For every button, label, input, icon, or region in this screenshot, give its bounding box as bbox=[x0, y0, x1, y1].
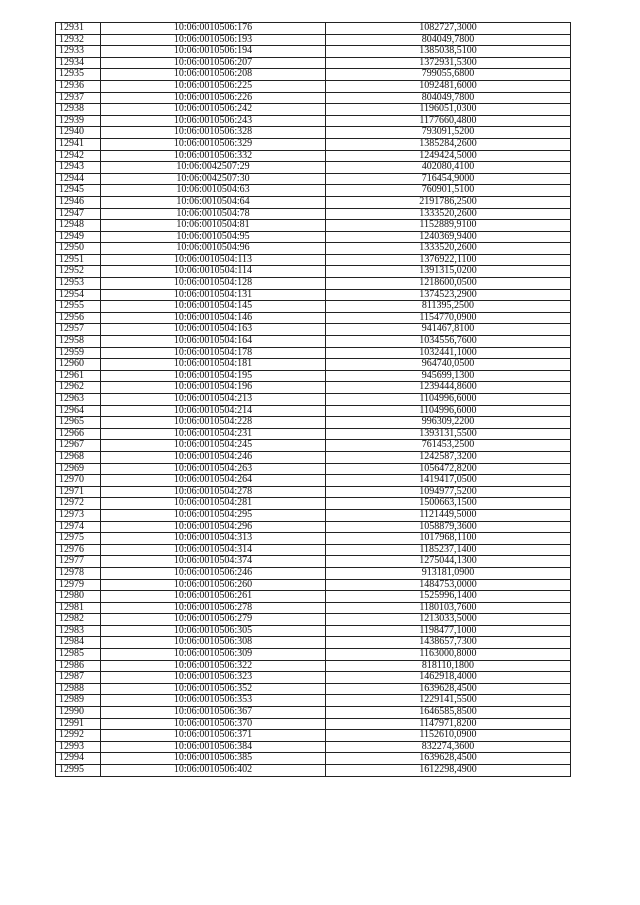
value-cell: 1058879,3600 bbox=[326, 521, 571, 533]
row-number-cell: 12966 bbox=[56, 428, 101, 440]
table-row bbox=[56, 765, 571, 777]
table-row bbox=[56, 347, 571, 359]
row-number-cell: 12938 bbox=[56, 104, 101, 116]
table-row bbox=[56, 185, 571, 197]
table-row bbox=[56, 730, 571, 742]
cadastral-number-cell: 10:06:0010504:128 bbox=[101, 278, 326, 290]
row-number-cell: 12968 bbox=[56, 451, 101, 463]
value-cell: 1034556,7600 bbox=[326, 336, 571, 348]
cadastral-number-cell: 10:06:0010506:246 bbox=[101, 567, 326, 579]
row-number-cell: 12984 bbox=[56, 637, 101, 649]
row-number-cell: 12962 bbox=[56, 382, 101, 394]
row-number-cell: 12964 bbox=[56, 405, 101, 417]
row-number-cell: 12977 bbox=[56, 556, 101, 568]
row-number-cell: 12989 bbox=[56, 695, 101, 707]
cadastral-number-cell: 10:06:0042507:30 bbox=[101, 173, 326, 185]
table-row bbox=[56, 428, 571, 440]
cadastral-number-cell: 10:06:0010506:328 bbox=[101, 127, 326, 139]
table-row bbox=[56, 115, 571, 127]
table-row bbox=[56, 104, 571, 116]
cadastral-number-cell: 10:06:0010506:278 bbox=[101, 602, 326, 614]
value-cell: 1154770,0900 bbox=[326, 312, 571, 324]
row-number-cell: 12970 bbox=[56, 475, 101, 487]
row-number-cell: 12959 bbox=[56, 347, 101, 359]
table-row bbox=[56, 127, 571, 139]
cadastral-number-cell: 10:06:0010504:181 bbox=[101, 359, 326, 371]
table-row bbox=[56, 417, 571, 429]
cadastral-number-cell: 10:06:0010504:81 bbox=[101, 220, 326, 232]
value-cell: 1372931,5300 bbox=[326, 57, 571, 69]
value-cell: 402080,4100 bbox=[326, 162, 571, 174]
table-row bbox=[56, 231, 571, 243]
row-number-cell: 12942 bbox=[56, 150, 101, 162]
value-cell: 760901,5100 bbox=[326, 185, 571, 197]
row-number-cell: 12955 bbox=[56, 301, 101, 313]
value-cell: 1275044,1300 bbox=[326, 556, 571, 568]
table-row bbox=[56, 683, 571, 695]
value-cell: 1525996,1400 bbox=[326, 591, 571, 603]
value-cell: 1438657,7300 bbox=[326, 637, 571, 649]
cadastral-number-cell: 10:06:0010504:78 bbox=[101, 208, 326, 220]
cadastral-number-cell: 10:06:0010504:164 bbox=[101, 336, 326, 348]
value-cell: 1082727,3000 bbox=[326, 23, 571, 35]
value-cell: 1646585,8500 bbox=[326, 707, 571, 719]
value-cell: 818110,1800 bbox=[326, 660, 571, 672]
value-cell: 1056472,8200 bbox=[326, 463, 571, 475]
table-row bbox=[56, 266, 571, 278]
cadastral-number-cell: 10:06:0010506:242 bbox=[101, 104, 326, 116]
table-row bbox=[56, 498, 571, 510]
cadastral-number-cell: 10:06:0010506:193 bbox=[101, 34, 326, 46]
row-number-cell: 12985 bbox=[56, 649, 101, 661]
row-number-cell: 12980 bbox=[56, 591, 101, 603]
table-row bbox=[56, 312, 571, 324]
row-number-cell: 12986 bbox=[56, 660, 101, 672]
value-cell: 1419417,0500 bbox=[326, 475, 571, 487]
cadastral-number-cell: 10:06:0010504:195 bbox=[101, 370, 326, 382]
table-row bbox=[56, 138, 571, 150]
row-number-cell: 12937 bbox=[56, 92, 101, 104]
table-row bbox=[56, 370, 571, 382]
row-number-cell: 12932 bbox=[56, 34, 101, 46]
value-cell: 945699,1300 bbox=[326, 370, 571, 382]
table-row bbox=[56, 220, 571, 232]
cadastral-number-cell: 10:06:0010504:374 bbox=[101, 556, 326, 568]
value-cell: 716454,9000 bbox=[326, 173, 571, 185]
table-row bbox=[56, 718, 571, 730]
cadastral-number-cell: 10:06:0010506:260 bbox=[101, 579, 326, 591]
value-cell: 1639628,4500 bbox=[326, 753, 571, 765]
cadastral-number-cell: 10:06:0010504:296 bbox=[101, 521, 326, 533]
value-cell: 1196051,0300 bbox=[326, 104, 571, 116]
cadastral-number-cell: 10:06:0010506:308 bbox=[101, 637, 326, 649]
row-number-cell: 12978 bbox=[56, 567, 101, 579]
cadastral-number-cell: 10:06:0010504:114 bbox=[101, 266, 326, 278]
table-row bbox=[56, 46, 571, 58]
value-cell: 1104996,6000 bbox=[326, 394, 571, 406]
row-number-cell: 12935 bbox=[56, 69, 101, 81]
row-number-cell: 12983 bbox=[56, 625, 101, 637]
row-number-cell: 12945 bbox=[56, 185, 101, 197]
value-cell: 1484753,0000 bbox=[326, 579, 571, 591]
cadastral-number-cell: 10:06:0010504:228 bbox=[101, 417, 326, 429]
value-cell: 1385284,2600 bbox=[326, 138, 571, 150]
value-cell: 793091,5200 bbox=[326, 127, 571, 139]
value-cell: 1385038,5100 bbox=[326, 46, 571, 58]
table-row bbox=[56, 451, 571, 463]
row-number-cell: 12950 bbox=[56, 243, 101, 255]
value-cell: 1017968,1100 bbox=[326, 533, 571, 545]
row-number-cell: 12948 bbox=[56, 220, 101, 232]
table-row bbox=[56, 602, 571, 614]
table-row bbox=[56, 475, 571, 487]
cadastral-number-cell: 10:06:0010506:208 bbox=[101, 69, 326, 81]
table-row bbox=[56, 579, 571, 591]
cadastral-number-cell: 10:06:0010504:214 bbox=[101, 405, 326, 417]
cadastral-number-cell: 10:06:0010504:63 bbox=[101, 185, 326, 197]
value-cell: 1639628,4500 bbox=[326, 683, 571, 695]
value-cell: 1092481,6000 bbox=[326, 80, 571, 92]
row-number-cell: 12969 bbox=[56, 463, 101, 475]
table-body bbox=[56, 23, 571, 777]
row-number-cell: 12953 bbox=[56, 278, 101, 290]
value-cell: 996309,2200 bbox=[326, 417, 571, 429]
table-row bbox=[56, 440, 571, 452]
cadastral-number-cell: 10:06:0010504:231 bbox=[101, 428, 326, 440]
cadastral-number-cell: 10:06:0010506:322 bbox=[101, 660, 326, 672]
value-cell: 1104996,6000 bbox=[326, 405, 571, 417]
table-row bbox=[56, 173, 571, 185]
cadastral-number-cell: 10:06:0010506:309 bbox=[101, 649, 326, 661]
row-number-cell: 12949 bbox=[56, 231, 101, 243]
table-row bbox=[56, 544, 571, 556]
row-number-cell: 12993 bbox=[56, 741, 101, 753]
cadastral-number-cell: 10:06:0010504:95 bbox=[101, 231, 326, 243]
table-row bbox=[56, 254, 571, 266]
row-number-cell: 12974 bbox=[56, 521, 101, 533]
value-cell: 1094977,5200 bbox=[326, 486, 571, 498]
cadastral-number-cell: 10:06:0010506:352 bbox=[101, 683, 326, 695]
table-row bbox=[56, 405, 571, 417]
value-cell: 2191786,2500 bbox=[326, 196, 571, 208]
value-cell: 1393131,5500 bbox=[326, 428, 571, 440]
value-cell: 761453,2500 bbox=[326, 440, 571, 452]
row-number-cell: 12987 bbox=[56, 672, 101, 684]
row-number-cell: 12963 bbox=[56, 394, 101, 406]
value-cell: 1180103,7600 bbox=[326, 602, 571, 614]
value-cell: 832274,3600 bbox=[326, 741, 571, 753]
table-row bbox=[56, 150, 571, 162]
cadastral-number-cell: 10:06:0010506:402 bbox=[101, 765, 326, 777]
table-row bbox=[56, 672, 571, 684]
row-number-cell: 12954 bbox=[56, 289, 101, 301]
value-cell: 1185237,1400 bbox=[326, 544, 571, 556]
row-number-cell: 12958 bbox=[56, 336, 101, 348]
cadastral-number-cell: 10:06:0010504:64 bbox=[101, 196, 326, 208]
row-number-cell: 12952 bbox=[56, 266, 101, 278]
cadastral-number-cell: 10:06:0010506:207 bbox=[101, 57, 326, 69]
cadastral-number-cell: 10:06:0010504:245 bbox=[101, 440, 326, 452]
table-row bbox=[56, 707, 571, 719]
value-cell: 1152610,0900 bbox=[326, 730, 571, 742]
cadastral-number-cell: 10:06:0010506:370 bbox=[101, 718, 326, 730]
row-number-cell: 12981 bbox=[56, 602, 101, 614]
row-number-cell: 12988 bbox=[56, 683, 101, 695]
cadastral-number-cell: 10:06:0010504:313 bbox=[101, 533, 326, 545]
table-row bbox=[56, 591, 571, 603]
table-row bbox=[56, 521, 571, 533]
table-row bbox=[56, 278, 571, 290]
table-row bbox=[56, 92, 571, 104]
cadastral-number-cell: 10:06:0010504:196 bbox=[101, 382, 326, 394]
value-cell: 1242587,3200 bbox=[326, 451, 571, 463]
value-cell: 1177660,4800 bbox=[326, 115, 571, 127]
cadastral-number-cell: 10:06:0010504:113 bbox=[101, 254, 326, 266]
cadastral-number-cell: 10:06:0010504:145 bbox=[101, 301, 326, 313]
table-row bbox=[56, 243, 571, 255]
table-row bbox=[56, 23, 571, 35]
row-number-cell: 12960 bbox=[56, 359, 101, 371]
row-number-cell: 12943 bbox=[56, 162, 101, 174]
value-cell: 1163000,8000 bbox=[326, 649, 571, 661]
cadastral-number-cell: 10:06:0010506:261 bbox=[101, 591, 326, 603]
cadastral-number-cell: 10:06:0010506:176 bbox=[101, 23, 326, 35]
table-row bbox=[56, 614, 571, 626]
row-number-cell: 12991 bbox=[56, 718, 101, 730]
cadastral-number-cell: 10:06:0010504:146 bbox=[101, 312, 326, 324]
table-row bbox=[56, 394, 571, 406]
value-cell: 1500663,1500 bbox=[326, 498, 571, 510]
value-cell: 1229141,5500 bbox=[326, 695, 571, 707]
value-cell: 1032441,1000 bbox=[326, 347, 571, 359]
cadastral-number-cell: 10:06:0010506:332 bbox=[101, 150, 326, 162]
row-number-cell: 12971 bbox=[56, 486, 101, 498]
cadastral-number-cell: 10:06:0010506:243 bbox=[101, 115, 326, 127]
cadastral-number-cell: 10:06:0010506:194 bbox=[101, 46, 326, 58]
row-number-cell: 12975 bbox=[56, 533, 101, 545]
cadastral-number-cell: 10:06:0010504:295 bbox=[101, 509, 326, 521]
table-row bbox=[56, 567, 571, 579]
cadastral-number-cell: 10:06:0010506:371 bbox=[101, 730, 326, 742]
value-cell: 1374523,2900 bbox=[326, 289, 571, 301]
table-row bbox=[56, 359, 571, 371]
cadastral-value-table bbox=[55, 22, 571, 777]
row-number-cell: 12973 bbox=[56, 509, 101, 521]
value-cell: 804049,7800 bbox=[326, 34, 571, 46]
row-number-cell: 12939 bbox=[56, 115, 101, 127]
table-row bbox=[56, 289, 571, 301]
row-number-cell: 12951 bbox=[56, 254, 101, 266]
table-row bbox=[56, 69, 571, 81]
cadastral-number-cell: 10:06:0010506:384 bbox=[101, 741, 326, 753]
row-number-cell: 12994 bbox=[56, 753, 101, 765]
row-number-cell: 12992 bbox=[56, 730, 101, 742]
value-cell: 1239444,8600 bbox=[326, 382, 571, 394]
value-cell: 913181,0900 bbox=[326, 567, 571, 579]
row-number-cell: 12982 bbox=[56, 614, 101, 626]
value-cell: 1121449,5000 bbox=[326, 509, 571, 521]
row-number-cell: 12947 bbox=[56, 208, 101, 220]
table-row bbox=[56, 208, 571, 220]
value-cell: 1391315,0200 bbox=[326, 266, 571, 278]
value-cell: 1147971,8200 bbox=[326, 718, 571, 730]
cadastral-number-cell: 10:06:0010504:131 bbox=[101, 289, 326, 301]
row-number-cell: 12990 bbox=[56, 707, 101, 719]
cadastral-number-cell: 10:06:0010506:323 bbox=[101, 672, 326, 684]
row-number-cell: 12931 bbox=[56, 23, 101, 35]
row-number-cell: 12972 bbox=[56, 498, 101, 510]
value-cell: 1333520,2600 bbox=[326, 208, 571, 220]
cadastral-number-cell: 10:06:0010506:367 bbox=[101, 707, 326, 719]
value-cell: 1240369,9400 bbox=[326, 231, 571, 243]
table-row bbox=[56, 336, 571, 348]
row-number-cell: 12979 bbox=[56, 579, 101, 591]
cadastral-number-cell: 10:06:0010506:225 bbox=[101, 80, 326, 92]
cadastral-number-cell: 10:06:0010504:246 bbox=[101, 451, 326, 463]
row-number-cell: 12936 bbox=[56, 80, 101, 92]
cadastral-number-cell: 10:06:0010506:353 bbox=[101, 695, 326, 707]
value-cell: 804049,7800 bbox=[326, 92, 571, 104]
cadastral-number-cell: 10:06:0010506:385 bbox=[101, 753, 326, 765]
cadastral-number-cell: 10:06:0010504:281 bbox=[101, 498, 326, 510]
row-number-cell: 12933 bbox=[56, 46, 101, 58]
table-row bbox=[56, 660, 571, 672]
table-row bbox=[56, 625, 571, 637]
row-number-cell: 12934 bbox=[56, 57, 101, 69]
row-number-cell: 12941 bbox=[56, 138, 101, 150]
table-row bbox=[56, 533, 571, 545]
cadastral-number-cell: 10:06:0010504:163 bbox=[101, 324, 326, 336]
cadastral-number-cell: 10:06:0010506:329 bbox=[101, 138, 326, 150]
value-cell: 1612298,4900 bbox=[326, 765, 571, 777]
row-number-cell: 12961 bbox=[56, 370, 101, 382]
value-cell: 1213033,5000 bbox=[326, 614, 571, 626]
row-number-cell: 12967 bbox=[56, 440, 101, 452]
row-number-cell: 12956 bbox=[56, 312, 101, 324]
table-row bbox=[56, 753, 571, 765]
row-number-cell: 12944 bbox=[56, 173, 101, 185]
value-cell: 964740,0500 bbox=[326, 359, 571, 371]
value-cell: 1152889,9100 bbox=[326, 220, 571, 232]
value-cell: 799055,6800 bbox=[326, 69, 571, 81]
cadastral-number-cell: 10:06:0010504:264 bbox=[101, 475, 326, 487]
value-cell: 1249424,5000 bbox=[326, 150, 571, 162]
table-row bbox=[56, 486, 571, 498]
value-cell: 1198477,1000 bbox=[326, 625, 571, 637]
table-row bbox=[56, 556, 571, 568]
value-cell: 1462918,4000 bbox=[326, 672, 571, 684]
row-number-cell: 12957 bbox=[56, 324, 101, 336]
table-row bbox=[56, 196, 571, 208]
row-number-cell: 12946 bbox=[56, 196, 101, 208]
value-cell: 1376922,1100 bbox=[326, 254, 571, 266]
table-row bbox=[56, 509, 571, 521]
table-row bbox=[56, 80, 571, 92]
table-row bbox=[56, 637, 571, 649]
cadastral-number-cell: 10:06:0010504:314 bbox=[101, 544, 326, 556]
cadastral-number-cell: 10:06:0010504:278 bbox=[101, 486, 326, 498]
row-number-cell: 12940 bbox=[56, 127, 101, 139]
cadastral-number-cell: 10:06:0010504:263 bbox=[101, 463, 326, 475]
row-number-cell: 12965 bbox=[56, 417, 101, 429]
table-row bbox=[56, 162, 571, 174]
table-row bbox=[56, 382, 571, 394]
row-number-cell: 12995 bbox=[56, 765, 101, 777]
table-row bbox=[56, 741, 571, 753]
cadastral-number-cell: 10:06:0010506:226 bbox=[101, 92, 326, 104]
cadastral-number-cell: 10:06:0042507:29 bbox=[101, 162, 326, 174]
table-row bbox=[56, 695, 571, 707]
value-cell: 1218600,0500 bbox=[326, 278, 571, 290]
table-row bbox=[56, 324, 571, 336]
table-row bbox=[56, 57, 571, 69]
cadastral-number-cell: 10:06:0010504:96 bbox=[101, 243, 326, 255]
cadastral-number-cell: 10:06:0010506:279 bbox=[101, 614, 326, 626]
cadastral-number-cell: 10:06:0010506:305 bbox=[101, 625, 326, 637]
cadastral-number-cell: 10:06:0010504:213 bbox=[101, 394, 326, 406]
value-cell: 811395,2500 bbox=[326, 301, 571, 313]
table-row bbox=[56, 34, 571, 46]
table-row bbox=[56, 463, 571, 475]
value-cell: 941467,8100 bbox=[326, 324, 571, 336]
cadastral-number-cell: 10:06:0010504:178 bbox=[101, 347, 326, 359]
table-row bbox=[56, 649, 571, 661]
row-number-cell: 12976 bbox=[56, 544, 101, 556]
value-cell: 1333520,2600 bbox=[326, 243, 571, 255]
table-row bbox=[56, 301, 571, 313]
